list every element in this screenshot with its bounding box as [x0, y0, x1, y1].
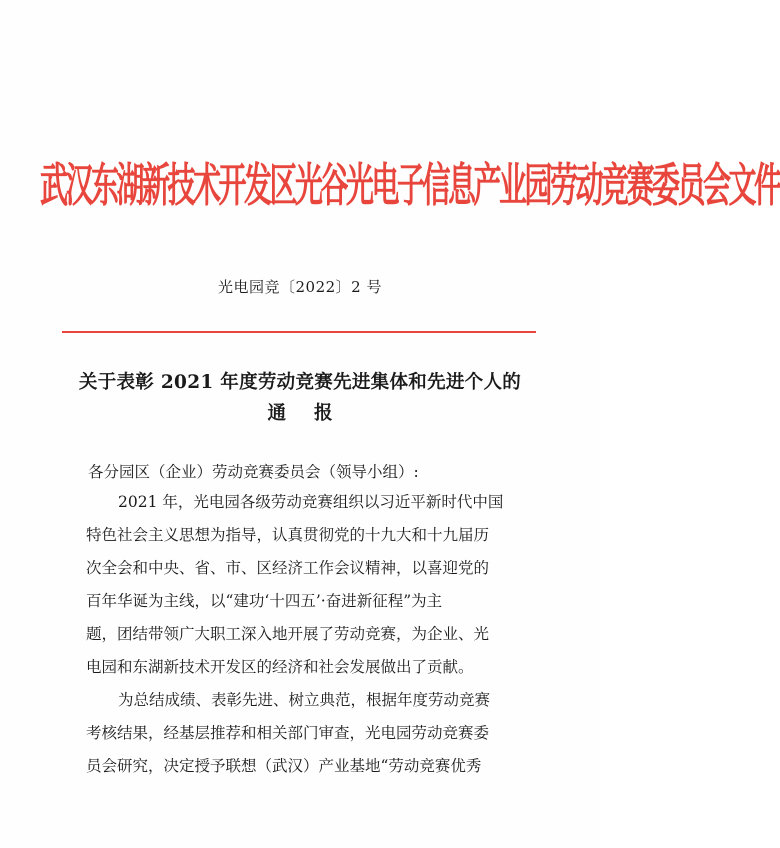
- paragraph-line: 题，团结带领广大职工深入地开展了劳动竞赛，为企业、光: [86, 625, 490, 643]
- notice-title-line-2: 通报: [267, 403, 361, 424]
- notice-title-line-1: 关于表彰 2021 年度劳动竞赛先进集体和先进个人的: [78, 372, 522, 393]
- paragraph-line: 次全会和中央、省、市、区经济工作会议精神，以喜迎党的: [86, 559, 490, 577]
- notice-salutation: 各分园区（企业）劳动竞赛委员会（领导小组）:: [88, 463, 419, 481]
- body-paragraph-1: [86, 486, 526, 684]
- paragraph-line: 特色社会主义思想为指导，认真贯彻党的十九大和十九届历: [86, 526, 490, 544]
- paragraph-line: 电园和东湖新技术开发区的经济和社会发展做出了贡献。: [86, 658, 474, 676]
- document-number: 光电园竞〔2022〕2 号: [218, 278, 382, 296]
- paragraph-line: 考核结果，经基层推荐和相关部门审查，光电园劳动竞赛委: [86, 724, 490, 742]
- paragraph-line: 百年华诞为主线，以“建功‘十四五’·奋进新征程”为主: [86, 592, 443, 610]
- paragraph-line: 为总结成绩、表彰先进、树立典范，根据年度劳动竞赛: [118, 691, 491, 709]
- red-divider-rule: [62, 331, 536, 333]
- document-header-title: 武汉东湖新技术开发区光谷光电子信息产业园劳动竞赛委员会文件: [40, 158, 780, 213]
- paragraph-line: 员会研究，决定授予联想（武汉）产业基地“劳动竞赛优秀: [86, 757, 482, 775]
- body-paragraph-2: [86, 684, 526, 783]
- paragraph-line: 2021 年，光电园各级劳动竞赛组织以习近平新时代中国: [118, 493, 504, 511]
